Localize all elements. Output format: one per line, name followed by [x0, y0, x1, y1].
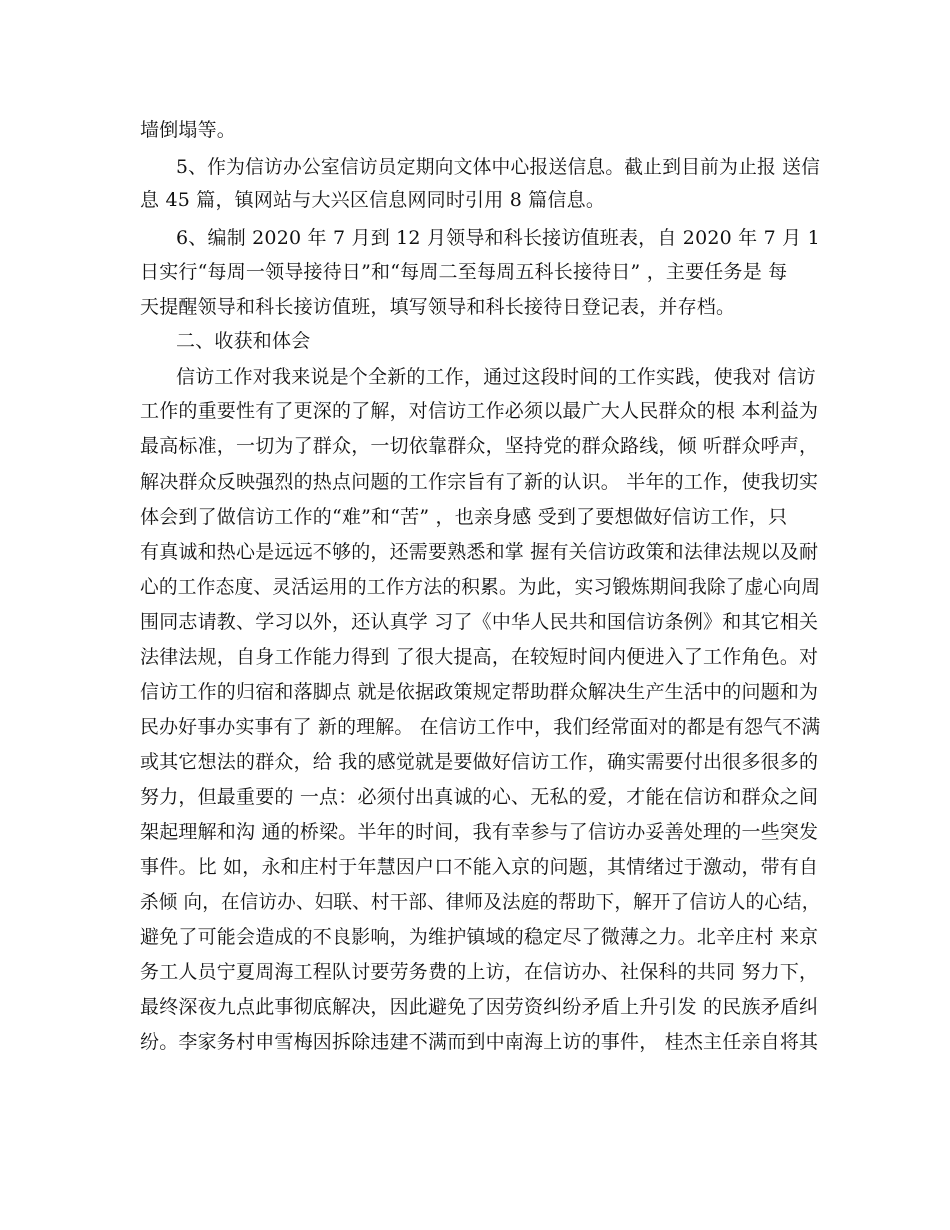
text-line: 围同志请教、学习以外，还认真学 习了《中华人民共和国信访条例》和其它相关	[140, 611, 819, 633]
section-heading: 二、收获和体会	[176, 330, 311, 352]
text-line: 日实行“每周一领导接待日”和“每周二至每周五科长接待日” ，主要任务是 每	[140, 261, 788, 283]
text-line: 最高标准，一切为了群众，一切依靠群众，坚持党的群众路线，倾 听群众呼声，	[140, 435, 819, 457]
text-line: 民办好事办实事有了 新的理解。 在信访工作中，我们经常面对的都是有怨气不满	[140, 716, 821, 738]
text-line: 法律法规，自身工作能力得到 了很大提高，在较短时间内便进入了工作角色。对	[140, 646, 819, 668]
text-line: 6、编制 2020 年 7 月到 12 月领导和科长接访值班表，自 2020 年 7 月 1	[176, 227, 820, 249]
text-line: 最终深夜九点此事彻底解决，因此避免了因劳资纠纷矛盾上升引发 的民族矛盾纠	[140, 996, 819, 1018]
text-line: 信访工作对我来说是个全新的工作，通过这段时间的工作实践，使我对 信访	[176, 366, 816, 388]
text-line: 事件。比 如，永和庄村于年慧因户口不能入京的问题，其情绪过于激动，带有自	[140, 856, 819, 878]
text-line: 解决群众反映强烈的热点问题的工作宗旨有了新的认识。 半年的工作，使我切实	[140, 471, 819, 493]
text-line: 息 45 篇，镇网站与大兴区信息网同时引用 8 篇信息。	[140, 189, 606, 211]
text-line: 体会到了做信访工作的“难”和“苦” ，也亲身感 受到了要想做好信访工作，只	[140, 506, 788, 528]
text-line: 5、作为信访办公室信访员定期向文体中心报送信息。截止到目前为止报 送信	[176, 156, 821, 178]
text-line: 纷。李家务村申雪梅因拆除违建不满而到中南海上访的事件， 桂杰主任亲自将其	[140, 1031, 819, 1053]
text-line: 天提醒领导和科长接访值班，填写领导和科长接待日登记表，并存档。	[140, 296, 736, 318]
text-line: 避免了可能会造成的不良影响，为维护镇域的稳定尽了微薄之力。北辛庄村 来京	[140, 926, 819, 948]
text-line: 架起理解和沟 通的桥梁。半年的时间，我有幸参与了信访办妥善处理的一些突发	[140, 821, 819, 843]
text-line: 墙倒塌等。	[140, 119, 237, 141]
text-line: 工作的重要性有了更深的了解，对信访工作必须以最广大人民群众的根 本利益为	[140, 400, 819, 422]
text-line: 信访工作的归宿和落脚点 就是依据政策规定帮助群众解决生产生活中的问题和为	[140, 681, 819, 703]
text-line: 务工人员宁夏周海工程队讨要劳务费的上访，在信访办、社保科的共同 努力下，	[140, 961, 819, 983]
text-line: 或其它想法的群众，给 我的感觉就是要做好信访工作，确实需要付出很多很多的	[140, 751, 819, 773]
text-line: 杀倾 向，在信访办、妇联、村干部、律师及法庭的帮助下，解开了信访人的心结，	[140, 891, 821, 913]
text-line: 有真诚和热心是远远不够的，还需要熟悉和掌 握有关信访政策和法律法规以及耐	[140, 541, 819, 563]
text-line: 努力，但最重要的 一点：必须付出真诚的心、无私的爱，才能在信访和群众之间	[140, 786, 819, 808]
text-line: 心的工作态度、灵活运用的工作方法的积累。为此，实习锻炼期间我除了虚心向周	[140, 576, 821, 598]
